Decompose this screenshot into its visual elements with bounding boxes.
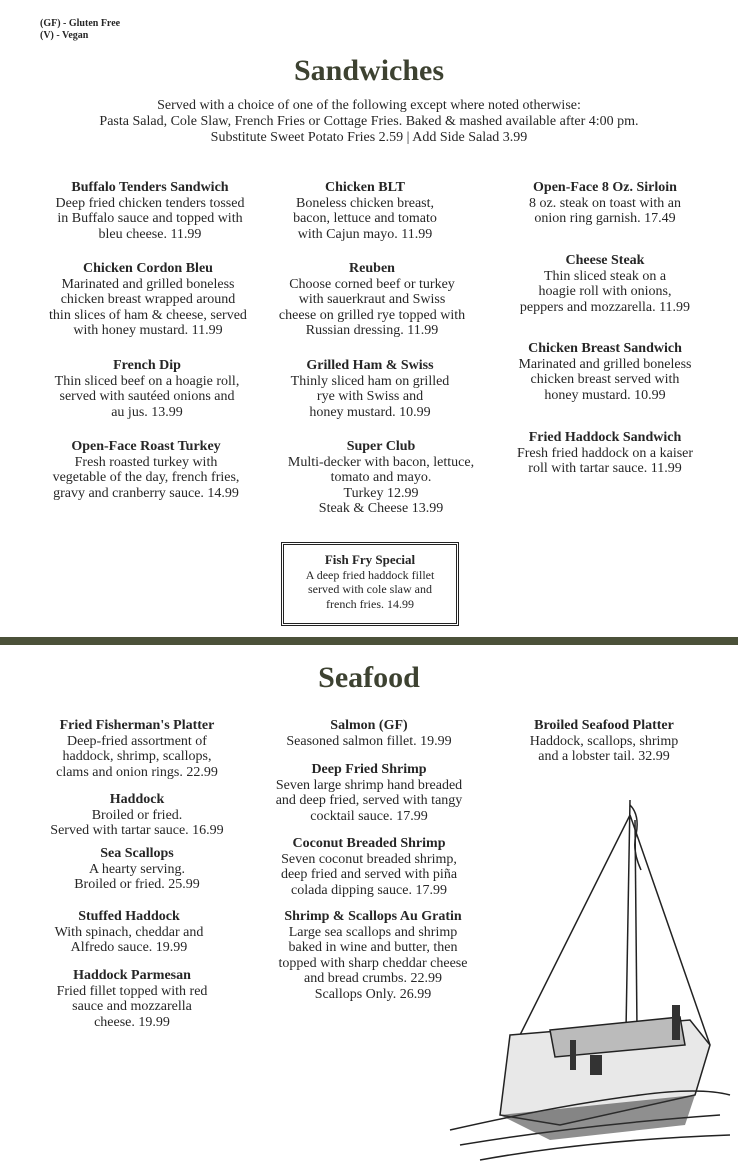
legend-vegan: (V) - Vegan [40,30,89,41]
menu-item-name: Coconut Breaded Shrimp [292,836,446,851]
special-line: french fries. 14.99 [326,596,414,611]
menu-item-description-line: honey mustard. 10.99 [544,387,666,403]
menu-item-description-line: Served with tartar sauce. 16.99 [50,823,224,839]
menu-item [26,439,266,501]
menu-item-name: Fried Fisherman's Platter [59,718,215,733]
menu-item-name: Haddock Parmesan [73,968,191,983]
menu-item [245,180,485,242]
menu-item-description-line: roll with tartar sauce. 11.99 [528,461,682,477]
menu-item-description-line: gravy and cranberry sauce. 14.99 [53,485,239,501]
menu-item-name: Salmon (GF) [330,718,408,733]
menu-item-description-line: chicken breast served with [530,372,680,388]
menu-item-description-line: deep fried and served with piña [280,867,458,883]
menu-item-description-line: Seven coconut breaded shrimp, [281,851,457,867]
menu-item [17,792,257,839]
menu-item-description-line: Fresh fried haddock on a kaiser [516,445,694,461]
menu-item-description-line: Marinated and grilled boneless [518,356,692,372]
menu-item-description-line: Fresh roasted turkey with [74,454,218,470]
menu-item [12,968,252,1030]
menu-item-name: Chicken Cordon Bleu [83,261,213,276]
menu-item-name: Deep Fried Shrimp [311,762,427,777]
menu-item [27,358,267,420]
legend-gluten-free: (GF) - Gluten Free [40,18,121,29]
intro-line: Pasta Salad, Cole Slaw, French Fries or Cottage Fries. Baked & mashed available after 4:00 pm. [99,114,639,129]
menu-item-description-line: Russian dressing. 11.99 [305,323,439,339]
menu-item-description-line: rye with Swiss and [316,389,424,405]
seafood-heading: Seafood [318,661,420,694]
menu-item-description-line: Scallops Only. 26.99 [314,986,432,1002]
menu-item-description-line: Seasoned salmon fillet. 19.99 [286,733,452,749]
menu-item-description-line: haddock, shrimp, scallops, [62,749,212,765]
intro-line: Substitute Sweet Potato Fries 2.59 | Add Side Salad 3.99 [210,130,528,145]
menu-item-description-line: A hearty serving. [88,861,186,877]
menu-item-description-line: chicken breast wrapped around [60,292,236,308]
menu-item-name: Broiled Seafood Platter [534,718,674,733]
fish-fry-special-box [281,542,459,626]
menu-item-description-line: Boneless chicken breast, [295,195,434,211]
sandwiches-heading: Sandwiches [293,54,445,87]
menu-item [252,261,492,339]
menu-item-description-line: and deep fried, served with tangy [275,793,463,809]
menu-item-description-line: au jus. 13.99 [111,404,183,420]
menu-item-description-line: Alfredo sauce. 19.99 [70,940,188,956]
menu-item-description-line: clams and onion rings. 22.99 [56,764,218,780]
menu-item-description-line: Multi-decker with bacon, lettuce, [287,454,475,470]
menu-item-description-line: with sauerkraut and Swiss [298,292,446,308]
menu-item [485,253,725,315]
menu-item-name: Haddock [109,792,165,807]
menu-item [28,261,268,339]
menu-item-description-line: and a lobster tail. 32.99 [538,749,670,765]
menu-item-description-line: cheese. 19.99 [94,1014,170,1030]
menu-item-description-line: colada dipping sauce. 17.99 [291,882,447,898]
menu-item-description-line: cocktail sauce. 17.99 [310,808,428,824]
menu-item-description-line: Broiled or fried. 25.99 [74,877,200,893]
menu-item-description-line: bleu cheese. 11.99 [98,226,202,242]
menu-item-description-line: Broiled or fried. [91,807,183,823]
menu-item-description-line: Seven large shrimp hand breaded [275,777,463,793]
menu-item-description-line: Marinated and grilled boneless [61,276,235,292]
menu-item-description-line: in Buffalo sauce and topped with [57,211,243,227]
menu-item-description-line: vegetable of the day, french fries, [52,470,240,486]
menu-item-description-line: hoagie roll with onions, [538,284,672,300]
menu-item [484,718,724,765]
menu-item-name: Sea Scallops [100,846,174,861]
dietary-legend [40,18,120,42]
menu-item-description-line: with honey mustard. 11.99 [73,323,223,339]
intro-line: Served with a choice of one of the following except where noted otherwise: [157,98,581,113]
menu-item-description-line: 8 oz. steak on toast with an [528,195,682,211]
menu-item-description-line: Thin sliced steak on a [543,268,667,284]
menu-item-description-line: and bread crumbs. 22.99 [303,971,443,987]
sandwiches-intro [0,98,738,146]
menu-item-name: Open-Face Roast Turkey [71,439,221,454]
menu-item-description-line: honey mustard. 10.99 [309,404,431,420]
menu-item-description-line: Haddock, scallops, shrimp [529,733,679,749]
menu-item-name: Buffalo Tenders Sandwich [71,180,229,195]
menu-item-description-line: baked in wine and butter, then [288,940,458,956]
menu-item [249,718,489,749]
menu-item-name: Stuffed Haddock [78,909,180,924]
menu-item-description-line: Thinly sliced ham on grilled [290,373,450,389]
sailboat-illustration [440,795,738,1172]
menu-item [485,180,725,227]
menu-item-name: Cheese Steak [565,253,645,268]
menu-item [261,439,501,517]
special-name: Fish Fry Special [324,552,416,567]
menu-item-description-line: thin slices of ham & cheese, served [49,307,247,323]
menu-item-description-line: cheese on grilled rye topped with [278,307,466,323]
menu-item-description-line: Steak & Cheese 13.99 [318,501,444,517]
menu-item-name: Chicken BLT [324,180,405,195]
menu-item-description-line: Thin sliced beef on a hoagie roll, [54,373,240,389]
special-line: served with cole slaw and [308,582,432,596]
menu-item-description-line: Deep fried chicken tenders tossed [55,195,245,211]
menu-item-description-line: topped with sharp cheddar cheese [278,955,468,971]
menu-item [30,180,270,242]
menu-item-description-line: peppers and mozzarella. 11.99 [519,299,691,315]
menu-item-description-line: With spinach, cheddar and [54,924,204,940]
menu-item-description-line: served with sautéed onions and [59,389,235,405]
special-line: A deep fried haddock fillet [305,567,435,582]
menu-item [485,430,725,477]
menu-item-name: Open-Face 8 Oz. Sirloin [533,180,677,195]
menu-item-description-line: Fried fillet topped with red [56,983,208,999]
menu-item [485,341,725,403]
menu-item [17,846,257,893]
menu-item-name: Reuben [349,261,395,276]
menu-item-description-line: Choose corned beef or turkey [289,276,455,292]
menu-item [17,718,257,780]
menu-item-description-line: sauce and mozzarella [72,999,192,1015]
menu-item-description-line: Turkey 12.99 [343,485,419,501]
menu-item-name: Super Club [346,439,416,454]
menu-item-name: French Dip [113,358,181,373]
menu-item [9,909,249,956]
menu-item-name: Grilled Ham & Swiss [306,358,434,373]
menu-item-name: Shrimp & Scallops Au Gratin [284,909,462,924]
section-divider [0,637,738,645]
menu-item-description-line: with Cajun mayo. 11.99 [297,226,433,242]
menu-item-description-line: Deep-fried assortment of [67,733,207,749]
menu-item-description-line: onion ring garnish. 17.49 [534,211,676,227]
menu-item-description-line: bacon, lettuce and tomato [293,211,437,227]
menu-item-name: Fried Haddock Sandwich [528,430,682,445]
menu-item-description-line: tomato and mayo. [330,470,432,486]
menu-item-name: Chicken Breast Sandwich [528,341,682,356]
menu-item-description-line: Large sea scallops and shrimp [288,924,458,940]
menu-item [250,358,490,420]
